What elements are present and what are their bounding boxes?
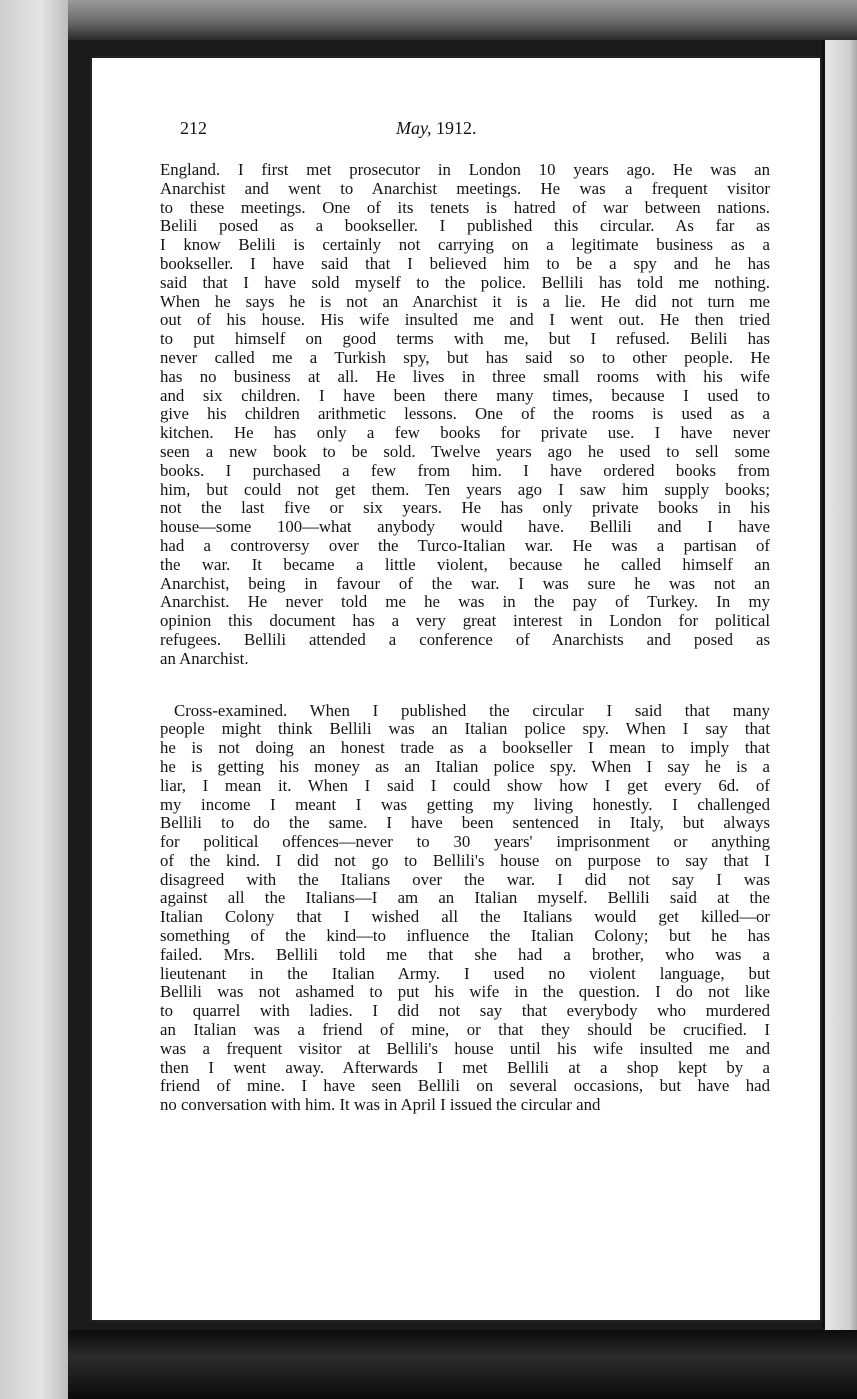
text-line: against all the Italians—I am an Italian myself. Bellili said at the: [160, 888, 770, 908]
text-line: something of the kind—to influence the Italian Colony; but he has: [160, 926, 770, 946]
paragraph-2: [160, 702, 770, 1116]
text-line: to quarrel with ladies. I did not say that everybody who murdered: [160, 1001, 770, 1021]
text-line: said that I have sold myself to the police. Bellili has told me nothing.: [160, 272, 770, 292]
text-line: to put himself on good terms with me, but I refused. Belili has: [160, 329, 770, 349]
text-line: has no business at all. He lives in three small rooms with his wife: [160, 366, 770, 386]
text-line: opinion this document has a very great interest in London for political: [160, 611, 770, 631]
text-line: out of his house. His wife insulted me and I went out. He then tried: [160, 310, 770, 330]
bottom-scan-edge: [68, 1330, 857, 1399]
text-line: kitchen. He has only a few books for private use. I have never: [160, 423, 770, 443]
right-page-edge: [822, 40, 857, 1330]
text-line: people might think Bellili was an Italian police spy. When I say that: [160, 719, 770, 739]
text-line: an Italian was a friend of mine, or that they should be crucified. I: [160, 1020, 770, 1040]
text-line: liar, I mean it. When I said I could show how I get every 6d. of: [160, 775, 770, 795]
text-line: my income I meant I was getting my living honestly. I challenged: [160, 794, 770, 814]
text-line: Anarchist, being in favour of the war. I was sure he was not an: [160, 573, 770, 593]
text-line: bookseller. I have said that I believed him to be a spy and he has: [160, 253, 770, 273]
paragraph-gap: [160, 669, 770, 702]
top-scan-edge: [68, 0, 857, 40]
text-line: Cross-examined. When I published the circular I said that many: [174, 700, 770, 720]
text-line: give his children arithmetic lessons. One of the rooms is used as a: [160, 404, 770, 424]
text-line: Italian Colony that I wished all the Italians would get killed—or: [160, 907, 770, 927]
left-margin-scan-edge: [0, 0, 68, 1399]
text-line: Belili posed as a bookseller. I published this circular. As far as: [160, 216, 770, 236]
text-line: then I went away. Afterwards I met Bellili at a shop kept by a: [160, 1057, 770, 1077]
text-line: failed. Mrs. Bellili told me that she had a brother, who was a: [160, 944, 770, 964]
text-line: and six children. I have been there many times, because I used to: [160, 385, 770, 405]
text-line: England. I first met prosecutor in London 10 years ago. He was an: [160, 160, 770, 179]
text-line: friend of mine. I have seen Bellili on several occasions, but have had: [160, 1076, 770, 1096]
text-line: the war. It became a little violent, because he called himself an: [160, 554, 770, 574]
text-line: he is not doing an honest trade as a bookseller I mean to imply that: [160, 738, 770, 758]
text-line: him, but could not get them. Ten years ago I saw him supply books;: [160, 479, 770, 499]
text-line: refugees. Bellili attended a conference of Anarchists and posed as: [160, 629, 770, 649]
document-page: [92, 58, 820, 1320]
running-title-month: May,: [396, 118, 432, 138]
body-text: [160, 161, 770, 1115]
text-line: When he says he is not an Anarchist it is a lie. He did not turn me: [160, 291, 770, 311]
text-line: Anarchist and went to Anarchist meetings. He was a frequent visitor: [160, 178, 770, 198]
text-line: lieutenant in the Italian Army. I used no violent language, but: [160, 963, 770, 983]
text-line: an Anarchist.: [160, 648, 249, 668]
text-line: was a frequent visitor at Bellili's house until his wife insulted me and: [160, 1038, 770, 1058]
text-line: not the last five or six years. He has only private books in his: [160, 498, 770, 518]
text-line: I know Belili is certainly not carrying on a legitimate business as a: [160, 235, 770, 255]
text-line: he is getting his money as an Italian police spy. When I say he is a: [160, 756, 770, 776]
text-line: never called me a Turkish spy, but has said so to other people. He: [160, 347, 770, 367]
text-line: seen a new book to be sold. Twelve years ago he used to sell some: [160, 441, 770, 461]
text-line: disagreed with the Italians over the war. I did not say I was: [160, 869, 770, 889]
text-line: Anarchist. He never told me he was in the pay of Turkey. In my: [160, 592, 770, 612]
paragraph-1: [160, 161, 770, 669]
running-title: [396, 118, 477, 139]
text-line: to these meetings. One of its tenets is hatred of war between nations.: [160, 197, 770, 217]
running-head: [180, 118, 820, 142]
page-number: 212: [180, 118, 207, 138]
text-line: had a controversy over the Turco-Italian war. He was a partisan of: [160, 535, 770, 555]
text-line: no conversation with him. It was in April I issued the circular and: [160, 1095, 601, 1115]
text-line: books. I purchased a few from him. I have ordered books from: [160, 460, 770, 480]
text-line: Bellili to do the same. I have been sentenced in Italy, but always: [160, 813, 770, 833]
text-line: Bellili was not ashamed to put his wife in the question. I do not like: [160, 982, 770, 1002]
text-line: for political offences—never to 30 years' imprisonment or anything: [160, 832, 770, 852]
text-line: of the kind. I did not go to Bellili's house on purpose to say that I: [160, 850, 770, 870]
text-line: house—some 100—what anybody would have. Bellili and I have: [160, 517, 770, 537]
running-title-year: 1912.: [436, 118, 477, 138]
